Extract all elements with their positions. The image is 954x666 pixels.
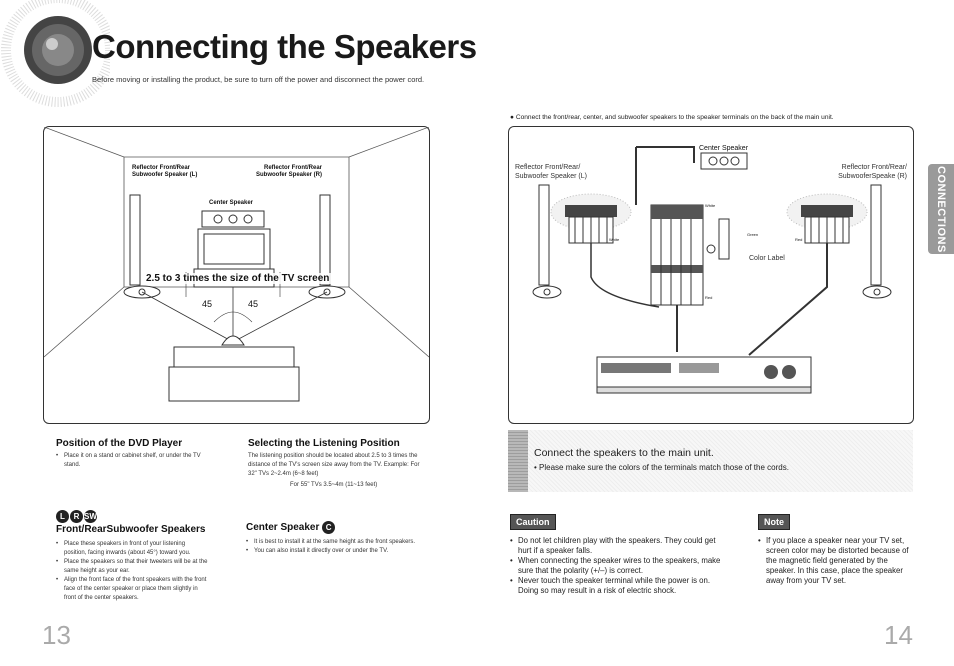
screen-distance-label: 2.5 to 3 times the size of the TV screen <box>146 273 330 284</box>
center-speaker-label: Center Speaker <box>209 200 254 206</box>
list-item: • Place the speakers so that their tweeters will be at the same height as your ear. <box>56 558 208 576</box>
page-number-left: 13 <box>42 620 71 650</box>
wire-white-label: White <box>705 203 716 208</box>
position-dvd-heading: Position of the DVD Player <box>56 438 183 449</box>
left-speaker-label: Reflector Front/Rear Subwoofer Speaker (L) <box>132 165 198 178</box>
subwoofer-icon: SW <box>84 512 97 522</box>
room-layout-diagram <box>43 126 430 424</box>
wire-red-label: Red <box>795 237 803 242</box>
center-speaker-icon: C <box>322 521 335 534</box>
wire-white2-label: White <box>609 237 620 242</box>
banner-title: Connect the speakers to the main unit. <box>534 447 714 459</box>
list-item: • Align the front face of the front speakers with the front face of the center speaker or place them slightly in front of the center speakers. <box>56 576 208 603</box>
list-item: • If you place a speaker near your TV set, screen color may be distorted because of the magnetic field generated by the speaker. In this case, place the speaker away from your TV set. <box>758 536 918 586</box>
listening-body2: For 55" TVs 3.5~4m (11~13 feet) <box>290 482 378 488</box>
color-label-caption: Color Label <box>749 255 785 262</box>
list-item: • Do not let children play with the speakers. They could get hurt if a speaker falls. <box>510 536 730 556</box>
connections-tab-label: CONNECTIONS <box>935 165 947 253</box>
list-item: • Place it on a stand or cabinet shelf, or under the TV stand. <box>56 452 206 470</box>
caution-badge: Caution <box>510 514 556 530</box>
angle-right-label: 45 <box>248 299 259 309</box>
connections-tab <box>928 164 954 254</box>
page-subtitle: Before moving or installing the product, be sure to turn off the power and disconnect the power cord. <box>92 75 425 84</box>
wire-red2-label: Red <box>705 295 713 300</box>
left-speaker-icon: L <box>56 510 69 523</box>
page-number-right: 14 <box>884 620 913 650</box>
center-heading-text: Center Speaker <box>246 522 320 534</box>
connection-intro: ● Connect the front/rear, center, and subwoofer speakers to the speaker terminals on the back of the main unit. <box>510 114 834 121</box>
listening-body: The listening position should be located about 2.5 to 3 times the distance of the TV's screen size away from the TV. Example: For 32" TVs 2~2.4m (6~8 feet) <box>248 453 420 477</box>
position-dvd-list <box>56 452 206 470</box>
center-list <box>246 538 421 556</box>
list-item: • When connecting the speaker wires to the speakers, make sure that the polarity (+/–) is correct. <box>510 556 730 576</box>
right-speaker-icon: R <box>70 510 83 523</box>
listening-heading: Selecting the Listening Position <box>248 438 400 449</box>
list-item: • Place these speakers in front of your listening position, facing inwards (about 45°) toward you. <box>56 540 208 558</box>
note-badge: Note <box>758 514 790 530</box>
banner-stripe <box>508 430 528 492</box>
banner-item: • Please make sure the colors of the terminals match those of the cords. <box>534 463 789 472</box>
wiring-diagram <box>508 126 914 424</box>
angle-left-label: 45 <box>202 299 213 309</box>
list-item: • It is best to install it at the same height as the front speakers. <box>246 538 421 547</box>
connect-banner <box>508 430 913 492</box>
right-speaker-label: Reflector Front/Rear Subwoofer Speaker (R) <box>256 165 323 178</box>
page-title: Connecting the Speakers <box>92 28 477 65</box>
banner-item-text: Please make sure the colors of the terminals match those of the cords. <box>539 463 789 472</box>
left-speaker-label-right: Reflector Front/Rear/ Subwoofer Speaker (L) <box>515 164 587 180</box>
list-item: • You can also install it directly over or under the TV. <box>246 547 421 556</box>
note-list <box>758 536 918 586</box>
caution-list <box>510 536 730 596</box>
front-rear-list <box>56 540 208 603</box>
center-speaker-label-right: Center Speaker <box>699 145 749 152</box>
list-item: • Never touch the speaker terminal while the power is on. Doing so may result in a risk of electric shock. <box>510 576 730 596</box>
center-heading <box>246 521 336 534</box>
front-rear-heading: Front/RearSubwoofer Speakers <box>56 524 206 535</box>
wire-green-label: Green <box>747 232 759 237</box>
right-speaker-label-right: Reflector Front/Rear/ SubwooferSpeake (R) <box>838 164 907 180</box>
connection-intro-text: Connect the front/rear, center, and subwoofer speakers to the speaker terminals on the back of the main unit. <box>515 114 834 121</box>
